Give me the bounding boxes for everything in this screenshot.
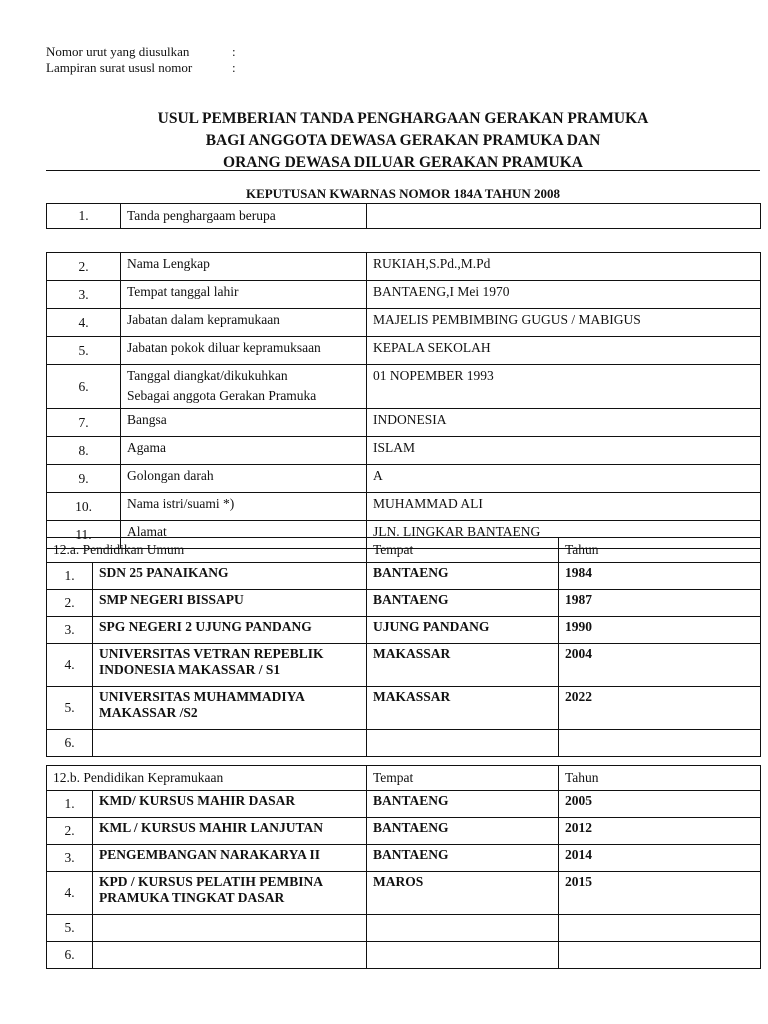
nomor-urut-label: Nomor urut yang diusulkan — [46, 44, 190, 59]
award-table — [46, 203, 761, 229]
row-label: Alamat — [121, 521, 367, 549]
row-value: RUKIAH,S.Pd.,M.Pd — [367, 253, 761, 281]
row-value: INDONESIA — [367, 409, 761, 437]
course-name-line-1: KPD / KURSUS PELATIH PEMBINA — [99, 874, 324, 889]
title-line-1: USUL PEMBERIAN TANDA PENGHARGAAN GERAKAN PRAMUKA — [157, 110, 649, 127]
row-number: 6. — [47, 942, 93, 969]
row-label — [121, 365, 367, 409]
table-header-row — [47, 766, 761, 791]
row-value: A — [367, 465, 761, 493]
row-value: KEPALA SEKOLAH — [367, 337, 761, 365]
row-number: 4. — [47, 872, 93, 915]
course-place: BANTAENG — [367, 818, 559, 845]
row-number: 9. — [47, 465, 121, 493]
row-label: Nama istri/suami *) — [121, 493, 367, 521]
school-name-line-1: UNIVERSITAS VETRAN REPEBLIK — [99, 646, 324, 661]
table-row — [47, 337, 761, 365]
column-header-year: Tahun — [559, 538, 761, 563]
school-year: 2022 — [559, 687, 761, 730]
row-number: 4. — [47, 644, 93, 687]
document-subtitle: KEPUTUSAN KWARNAS NOMOR 184A TAHUN 2008 — [245, 186, 561, 201]
row-value: BANTAENG,I Mei 1970 — [367, 281, 761, 309]
nomor-urut-colon: : — [232, 44, 236, 59]
table-row — [47, 942, 761, 969]
school-place: UJUNG PANDANG — [367, 617, 559, 644]
row-label: Golongan darah — [121, 465, 367, 493]
title-line-2: BAGI ANGGOTA DEWASA GERAKAN PRAMUKA DAN — [205, 132, 601, 149]
table-row — [47, 872, 761, 915]
section-heading: 12.a. Pendidikan Umum — [47, 538, 367, 563]
row-value: MAJELIS PEMBIMBING GUGUS / MABIGUS — [367, 309, 761, 337]
course-place: BANTAENG — [367, 791, 559, 818]
personal-data-table — [46, 252, 761, 549]
course-name — [93, 915, 367, 942]
row-number: 3. — [47, 845, 93, 872]
school-name-line-1: UNIVERSITAS MUHAMMADIYA — [99, 689, 305, 704]
school-name: SPG NEGERI 2 UJUNG PANDANG — [93, 617, 367, 644]
table-row — [47, 204, 761, 229]
column-header-year: Tahun — [559, 766, 761, 791]
row-label-line-1: Tanggal diangkat/dikukuhkan — [127, 368, 288, 383]
row-label: Agama — [121, 437, 367, 465]
school-place: MAKASSAR — [367, 687, 559, 730]
school-name — [93, 644, 367, 687]
table-row — [47, 590, 761, 617]
table-header-row — [47, 538, 761, 563]
table-row — [47, 253, 761, 281]
course-name — [93, 872, 367, 915]
table-row — [47, 617, 761, 644]
row-value: MUHAMMAD ALI — [367, 493, 761, 521]
row-number: 5. — [47, 687, 93, 730]
row-number: 3. — [47, 617, 93, 644]
row-label-line-2: Sebagai anggota Gerakan Pramuka — [127, 388, 317, 403]
course-place — [367, 915, 559, 942]
row-number: 10. — [47, 493, 121, 521]
row-label: Jabatan pokok diluar kepramuksaan — [121, 337, 367, 365]
row-number: 5. — [47, 337, 121, 365]
school-name: SDN 25 PANAIKANG — [93, 563, 367, 590]
general-education-table — [46, 537, 761, 757]
row-label: Tanda penghargaam berupa — [121, 204, 367, 229]
course-year: 2015 — [559, 872, 761, 915]
row-value: 01 NOPEMBER 1993 — [367, 365, 761, 409]
row-number: 2. — [47, 590, 93, 617]
course-name — [93, 942, 367, 969]
course-year — [559, 915, 761, 942]
column-header-place: Tempat — [367, 538, 559, 563]
table-row — [47, 365, 761, 409]
school-name-line-2: MAKASSAR /S2 — [99, 705, 198, 720]
school-name-line-2: INDONESIA MAKASSAR / S1 — [99, 662, 281, 677]
course-year: 2014 — [559, 845, 761, 872]
course-place: BANTAENG — [367, 845, 559, 872]
table-row — [47, 644, 761, 687]
row-number: 4. — [47, 309, 121, 337]
school-place: BANTAENG — [367, 563, 559, 590]
table-row — [47, 409, 761, 437]
row-value — [367, 204, 761, 229]
table-row — [47, 437, 761, 465]
table-row — [47, 915, 761, 942]
table-row — [47, 687, 761, 730]
school-place — [367, 730, 559, 757]
row-value: ISLAM — [367, 437, 761, 465]
row-number: 1. — [47, 204, 121, 229]
table-row — [47, 309, 761, 337]
table-row — [47, 818, 761, 845]
table-row — [47, 563, 761, 590]
course-name-line-2: PRAMUKA TINGKAT DASAR — [99, 890, 285, 905]
row-label: Tempat tanggal lahir — [121, 281, 367, 309]
table-row — [47, 281, 761, 309]
course-year — [559, 942, 761, 969]
school-place: BANTAENG — [367, 590, 559, 617]
scouting-education-table — [46, 765, 761, 969]
course-name: KMD/ KURSUS MAHIR DASAR — [93, 791, 367, 818]
title-line-3: ORANG DEWASA DILUAR GERAKAN PRAMUKA — [223, 154, 583, 171]
course-place: MAROS — [367, 872, 559, 915]
school-year: 1987 — [559, 590, 761, 617]
school-year: 1984 — [559, 563, 761, 590]
row-value: JLN. LINGKAR BANTAENG — [367, 521, 761, 549]
row-number: 7. — [47, 409, 121, 437]
table-row — [47, 791, 761, 818]
table-row — [47, 493, 761, 521]
course-year: 2005 — [559, 791, 761, 818]
school-place: MAKASSAR — [367, 644, 559, 687]
table-row — [47, 465, 761, 493]
school-year: 2004 — [559, 644, 761, 687]
title-divider — [46, 170, 760, 171]
row-label: Bangsa — [121, 409, 367, 437]
row-number: 1. — [47, 791, 93, 818]
lampiran-line — [46, 60, 236, 75]
table-row — [47, 730, 761, 757]
row-number: 2. — [47, 253, 121, 281]
row-number: 2. — [47, 818, 93, 845]
row-label: Jabatan dalam kepramukaan — [121, 309, 367, 337]
school-year: 1990 — [559, 617, 761, 644]
column-header-place: Tempat — [367, 766, 559, 791]
course-place — [367, 942, 559, 969]
school-name: SMP NEGERI BISSAPU — [93, 590, 367, 617]
document-title — [46, 108, 760, 174]
course-year: 2012 — [559, 818, 761, 845]
lampiran-label: Lampiran surat ususl nomor — [46, 60, 193, 75]
row-label: Nama Lengkap — [121, 253, 367, 281]
row-number: 1. — [47, 563, 93, 590]
lampiran-colon: : — [232, 60, 236, 75]
course-name: KML / KURSUS MAHIR LANJUTAN — [93, 818, 367, 845]
course-name: PENGEMBANGAN NARAKARYA II — [93, 845, 367, 872]
row-number: 11. — [47, 521, 121, 549]
row-number: 5. — [47, 915, 93, 942]
section-heading: 12.b. Pendidikan Kepramukaan — [47, 766, 367, 791]
row-number: 6. — [47, 365, 121, 409]
row-number: 6. — [47, 730, 93, 757]
school-name — [93, 730, 367, 757]
school-year — [559, 730, 761, 757]
row-number: 8. — [47, 437, 121, 465]
nomor-urut-line — [46, 44, 236, 59]
row-number: 3. — [47, 281, 121, 309]
table-row — [47, 845, 761, 872]
school-name — [93, 687, 367, 730]
